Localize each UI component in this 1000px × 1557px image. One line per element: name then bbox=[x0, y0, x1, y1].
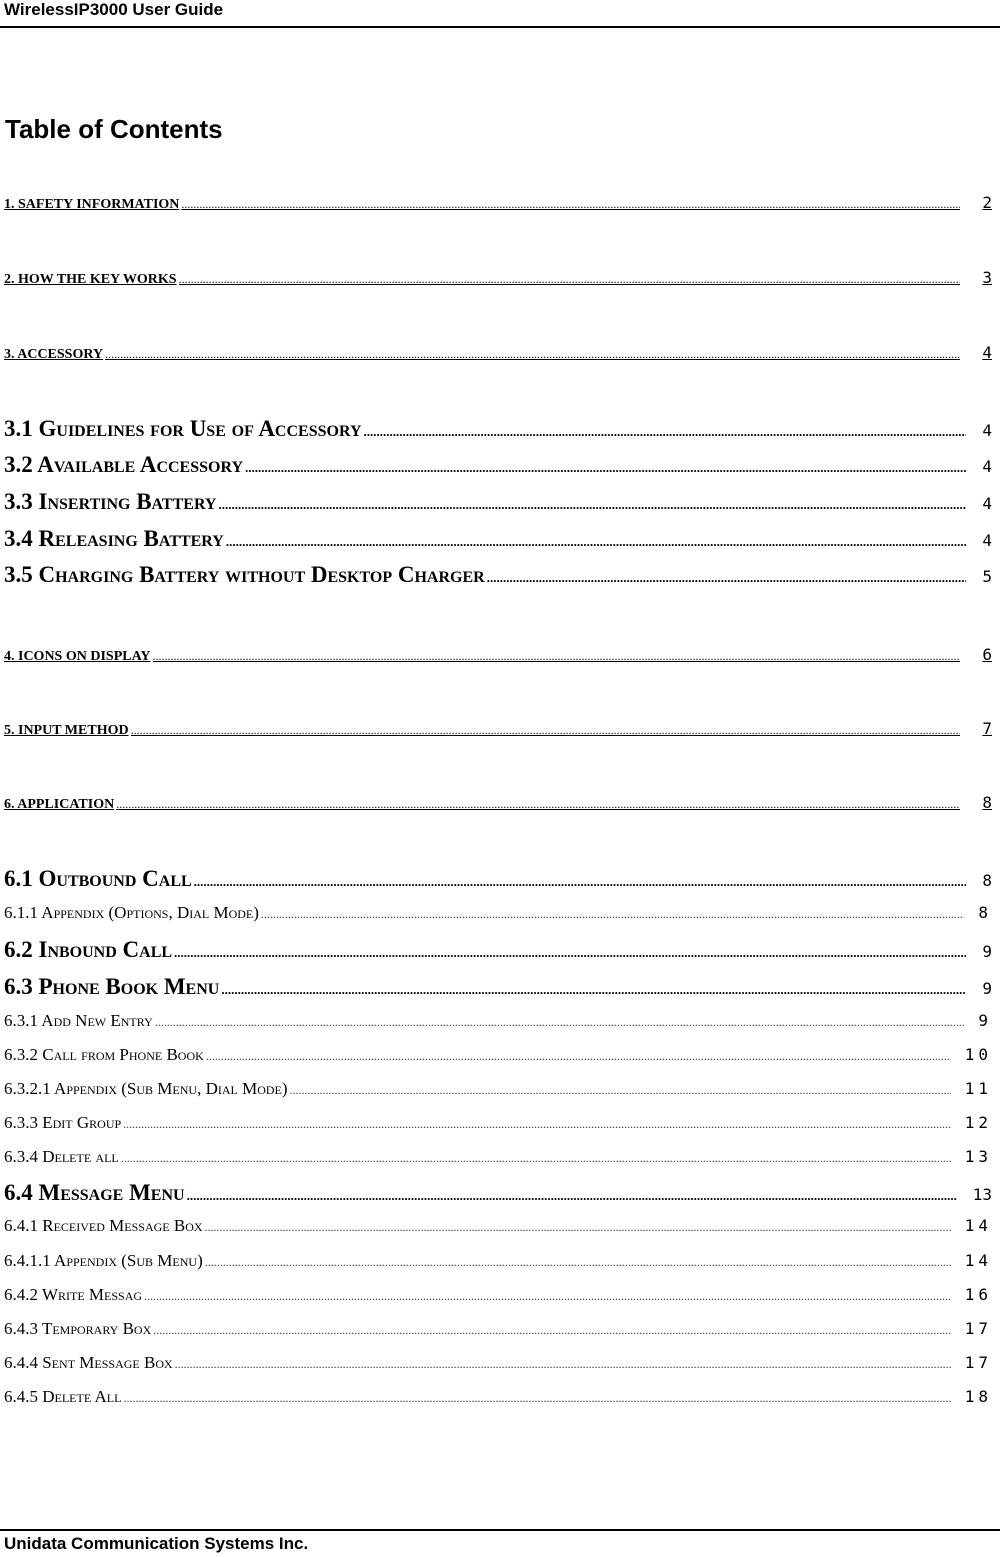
toc-leader bbox=[153, 649, 961, 664]
toc-entry-title: 6.1 Outbound Call bbox=[4, 866, 192, 891]
toc-entry-page: 8 bbox=[982, 793, 992, 812]
toc-entry[interactable] bbox=[4, 793, 992, 813]
toc-leader bbox=[155, 1015, 965, 1030]
toc-entry[interactable] bbox=[4, 1079, 992, 1099]
toc-entry[interactable] bbox=[4, 1113, 992, 1133]
toc-entry-title: 3.2 Available Accessory bbox=[4, 452, 244, 477]
toc-entry-title: 3.1 Guidelines for Use of Accessory bbox=[4, 416, 362, 441]
toc-entry-title: 6.3.3 Edit Group bbox=[4, 1113, 122, 1132]
toc-entry-title: 6.1.1 Appendix (Options, Dial Mode) bbox=[4, 903, 259, 922]
toc-entry-page: 13 bbox=[972, 1185, 992, 1204]
toc-leader bbox=[226, 534, 967, 550]
toc-entry[interactable] bbox=[4, 1285, 992, 1305]
toc-entry[interactable] bbox=[4, 416, 992, 442]
toc-entry-title: 6.4.4 Sent Message Box bbox=[4, 1353, 173, 1372]
toc-entry-title: 1. SAFETY INFORMATION bbox=[4, 197, 180, 212]
toc-leader bbox=[123, 1117, 951, 1132]
toc-entry-title: 6.4.2 Write Messag bbox=[4, 1285, 143, 1304]
toc-entry-page: 4 bbox=[982, 531, 992, 550]
footer-rule bbox=[0, 1529, 1000, 1531]
toc-entry-title: 3.3 Inserting Battery bbox=[4, 489, 217, 514]
toc-entry[interactable] bbox=[4, 268, 992, 288]
toc-entry-page: 8 bbox=[978, 903, 992, 922]
header-rule bbox=[0, 26, 1000, 28]
toc-leader bbox=[219, 497, 967, 513]
toc-entry[interactable] bbox=[4, 974, 992, 1000]
toc-entry-page: 4 bbox=[982, 457, 992, 476]
toc-entry-page: 8 bbox=[982, 871, 992, 890]
toc-entry-title: 6. APPLICATION bbox=[4, 797, 115, 812]
toc-entry-page: 4 bbox=[982, 494, 992, 513]
toc-entry-page: 14 bbox=[964, 1251, 992, 1270]
toc-entry-page: 3 bbox=[982, 268, 992, 287]
toc-entry[interactable] bbox=[4, 937, 992, 963]
toc-entry[interactable] bbox=[4, 1180, 992, 1206]
toc-leader bbox=[487, 570, 967, 586]
toc-entry-title: 6.4.1.1 Appendix (Sub Menu) bbox=[4, 1251, 203, 1270]
toc-leader bbox=[245, 460, 966, 476]
toc-entry-page: 11 bbox=[964, 1079, 992, 1098]
toc-entry-page: 9 bbox=[982, 979, 992, 998]
toc-entry-page: 14 bbox=[964, 1216, 992, 1235]
toc-entry[interactable] bbox=[4, 1216, 992, 1236]
toc-entry-title: 3.5 Charging Battery without Desktop Charger bbox=[4, 562, 485, 587]
toc-entry[interactable] bbox=[4, 489, 992, 515]
toc-entry[interactable] bbox=[4, 1045, 992, 1065]
toc-entry[interactable] bbox=[4, 1319, 992, 1339]
toc-entry[interactable] bbox=[4, 562, 992, 588]
toc-leader bbox=[144, 1289, 951, 1304]
toc-entry-page: 7 bbox=[982, 719, 992, 738]
header-title: WirelessIP3000 User Guide bbox=[4, 0, 224, 19]
toc-entry-title: 2. HOW THE KEY WORKS bbox=[4, 272, 177, 287]
toc-leader bbox=[153, 1323, 950, 1338]
toc-entry[interactable] bbox=[4, 526, 992, 552]
toc-heading: Table of Contents bbox=[5, 114, 223, 144]
toc-entry[interactable] bbox=[4, 866, 992, 892]
toc-entry-title: 6.4.5 Delete All bbox=[4, 1387, 122, 1406]
toc-entry-title: 5. INPUT METHOD bbox=[4, 723, 129, 738]
toc-leader bbox=[205, 1255, 951, 1270]
toc-entry-title: 6.3.1 Add New Entry bbox=[4, 1011, 153, 1030]
toc-entry-page: 18 bbox=[964, 1387, 992, 1406]
toc-leader bbox=[116, 797, 960, 812]
toc-entry[interactable] bbox=[4, 1251, 992, 1271]
toc-entry-title: 6.4 Message Menu bbox=[4, 1180, 185, 1205]
toc-leader bbox=[181, 197, 960, 212]
toc-entry-page: 17 bbox=[964, 1353, 992, 1372]
footer-company: Unidata Communication Systems Inc. bbox=[4, 1534, 309, 1553]
toc-entry-title: 6.3.2.1 Appendix (Sub Menu, Dial Mode) bbox=[4, 1079, 288, 1098]
toc-leader bbox=[105, 347, 960, 362]
toc-entry-page: 9 bbox=[978, 1011, 992, 1030]
toc-entry-page: 12 bbox=[964, 1113, 992, 1132]
toc-leader bbox=[206, 1049, 951, 1064]
toc-leader bbox=[364, 424, 967, 440]
toc-entry[interactable] bbox=[4, 719, 992, 739]
toc-leader bbox=[123, 1391, 950, 1406]
toc-entry[interactable] bbox=[4, 1353, 992, 1373]
toc-leader bbox=[290, 1083, 951, 1098]
toc-entry-title: 6.2 Inbound Call bbox=[4, 937, 173, 962]
toc-leader bbox=[121, 1151, 951, 1166]
toc-entry-page: 10 bbox=[964, 1045, 992, 1064]
toc-leader bbox=[194, 874, 967, 890]
toc-entry-title: 6.4.1 Received Message Box bbox=[4, 1216, 203, 1235]
toc-entry-page: 17 bbox=[964, 1319, 992, 1338]
toc-entry-title: 6.4.3 Temporary Box bbox=[4, 1319, 152, 1338]
toc-leader bbox=[187, 1188, 957, 1204]
toc-entry[interactable] bbox=[4, 645, 992, 665]
toc-leader bbox=[205, 1220, 951, 1235]
toc-entry[interactable] bbox=[4, 1011, 992, 1031]
toc-entry[interactable] bbox=[4, 193, 992, 213]
toc-entry-title: 3.4 Releasing Battery bbox=[4, 526, 224, 551]
toc-entry-page: 2 bbox=[982, 193, 992, 212]
toc-entry-page: 13 bbox=[964, 1147, 992, 1166]
toc-entry-page: 6 bbox=[982, 645, 992, 664]
toc-entry-page: 16 bbox=[964, 1285, 992, 1304]
toc-leader bbox=[221, 982, 966, 998]
toc-entry-page: 5 bbox=[982, 567, 992, 586]
toc-entry[interactable] bbox=[4, 903, 992, 923]
toc-entry-page: 9 bbox=[982, 942, 992, 961]
toc-leader bbox=[179, 272, 961, 287]
toc-leader bbox=[174, 945, 966, 961]
toc-leader bbox=[175, 1357, 951, 1372]
toc-entry-title: 6.3.2 Call from Phone Book bbox=[4, 1045, 204, 1064]
toc-entry[interactable] bbox=[4, 452, 992, 478]
toc-entry[interactable] bbox=[4, 343, 992, 363]
toc-entry-title: 6.3.4 Delete all bbox=[4, 1147, 119, 1166]
toc-entry-page: 4 bbox=[982, 421, 992, 440]
toc-entry-page: 4 bbox=[982, 343, 992, 362]
toc-leader bbox=[131, 723, 961, 738]
toc-leader bbox=[261, 907, 964, 922]
toc-entry[interactable] bbox=[4, 1147, 992, 1167]
toc-entry-title: 3. ACCESSORY bbox=[4, 347, 104, 362]
toc-entry-title: 6.3 Phone Book Menu bbox=[4, 974, 220, 999]
toc-entry[interactable] bbox=[4, 1387, 992, 1407]
toc-entry-title: 4. ICONS ON DISPLAY bbox=[4, 649, 151, 664]
